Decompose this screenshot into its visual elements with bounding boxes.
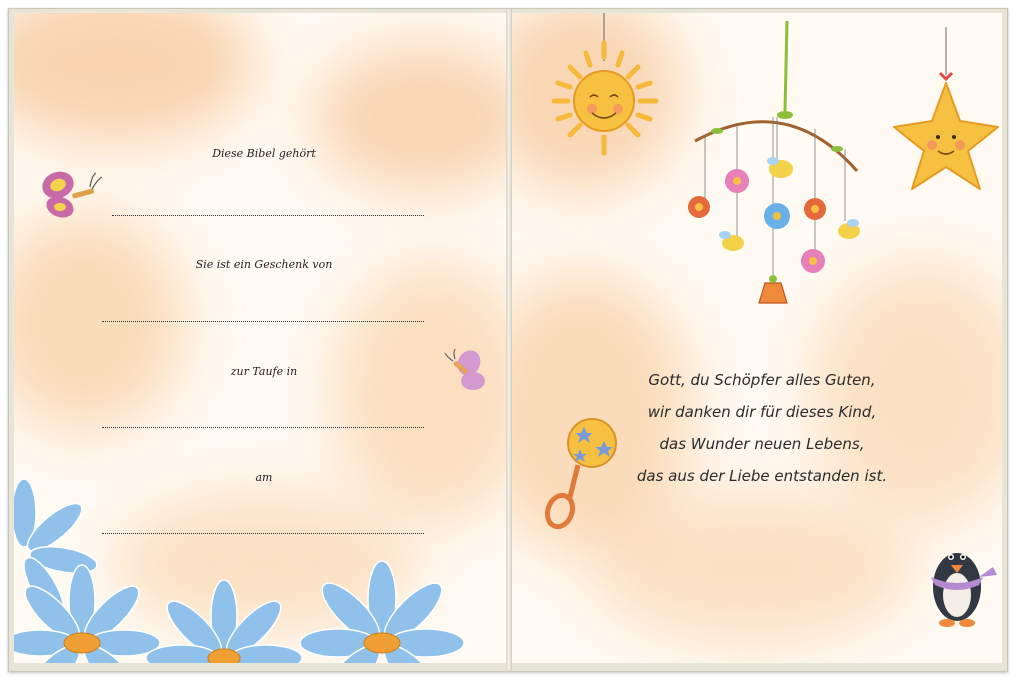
rattle-icon bbox=[540, 413, 620, 533]
daisy-icon bbox=[14, 483, 506, 663]
gift-from-line bbox=[102, 321, 424, 322]
baptism-place-label: zur Taufe in bbox=[230, 365, 298, 378]
left-page bbox=[14, 13, 506, 663]
sun-icon bbox=[544, 13, 674, 163]
watercolor-wash bbox=[592, 493, 912, 643]
butterfly-icon bbox=[439, 349, 499, 399]
open-book bbox=[8, 8, 1008, 672]
watercolor-wash bbox=[314, 43, 506, 193]
baptism-place-line bbox=[102, 427, 424, 428]
butterfly-icon bbox=[36, 163, 106, 223]
owner-line bbox=[112, 215, 424, 216]
star-icon bbox=[890, 27, 1002, 197]
baptism-poem bbox=[612, 364, 912, 492]
poem-line: Gott, du Schöpfer alles Guten, bbox=[648, 371, 876, 389]
mobile-icon bbox=[677, 21, 877, 311]
date-label: am bbox=[255, 471, 273, 484]
poem-line: wir danken dir für dieses Kind, bbox=[647, 403, 877, 421]
gift-from-label: Sie ist ein Geschenk von bbox=[195, 258, 333, 271]
owner-label: Diese Bibel gehört bbox=[212, 147, 316, 160]
watercolor-wash bbox=[14, 213, 184, 433]
penguin-icon bbox=[917, 531, 997, 631]
poem-line: das Wunder neuen Lebens, bbox=[659, 435, 865, 453]
poem-line: das aus der Liebe entstanden ist. bbox=[636, 467, 888, 485]
watercolor-wash bbox=[14, 13, 254, 143]
right-page bbox=[512, 13, 1002, 663]
